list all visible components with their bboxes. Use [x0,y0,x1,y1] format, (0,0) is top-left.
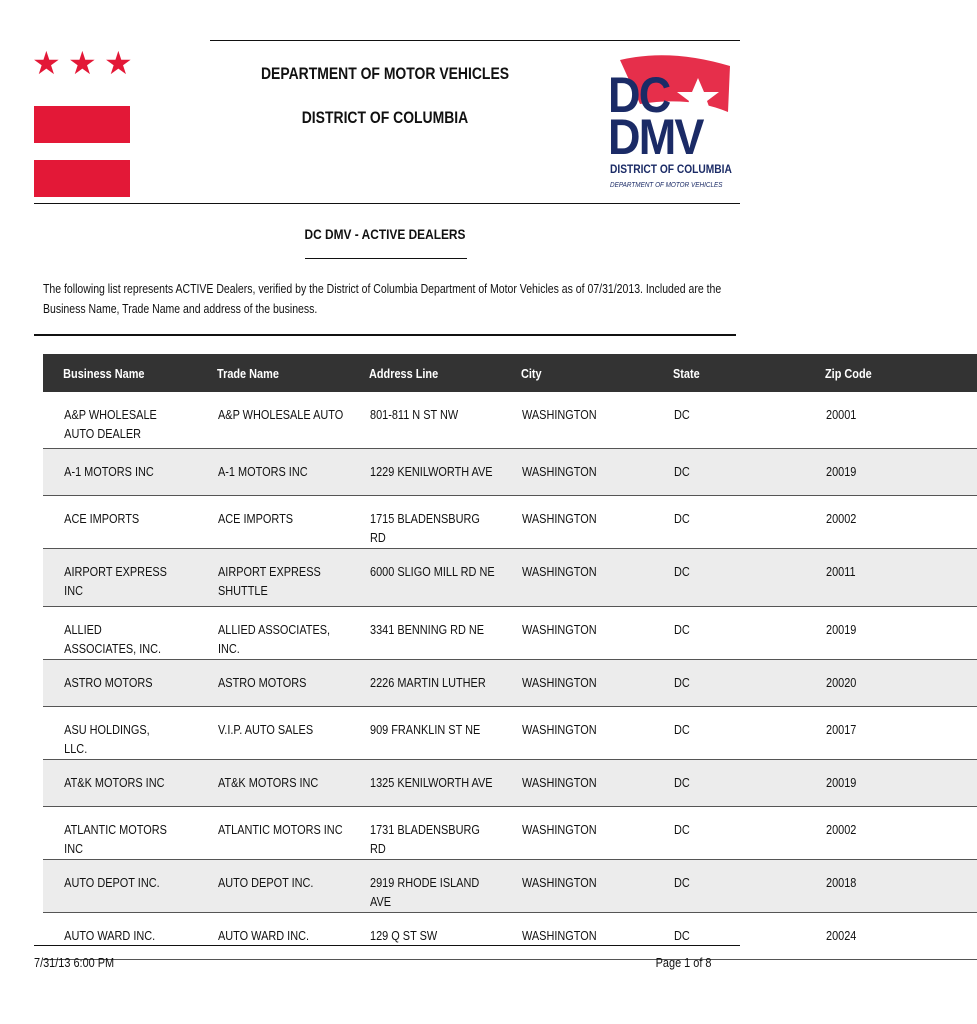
table-top-rule [34,334,736,336]
table-cell [521,448,673,495]
table-cell [825,659,977,706]
table-cell-text: DC [674,674,690,690]
table-cell [43,706,217,759]
table-cell [43,448,217,495]
table-cell-text: 20019 [826,774,857,790]
section-title: DC DMV - ACTIVE DEALERS [304,226,466,242]
table-cell-text: 20001 [826,407,857,422]
table-cell [673,606,825,659]
table-cell-text: A-1 MOTORS INC [218,463,308,479]
page-title: DEPARTMENT OF MOTOR VEHICLES [260,64,510,83]
table-cell [825,495,977,548]
table-row [43,659,977,706]
table-cell-text: AIRPORT EXPRESS INC [64,563,167,598]
table-cell [673,659,825,706]
column-header [521,354,673,392]
table-cell [825,912,977,959]
column-header-label: Address Line [369,365,439,381]
table-cell-text: WASHINGTON [522,621,597,637]
table-cell [673,392,825,448]
table-cell [369,606,521,659]
table-cell [369,448,521,495]
table-cell [673,548,825,606]
table-row [43,912,977,959]
table-cell-text: WASHINGTON [522,463,597,479]
table-cell [673,912,825,959]
table-cell-text: V.I.P. AUTO SALES [218,721,314,737]
table-header-row [43,354,977,392]
table-cell [521,659,673,706]
table-cell [673,806,825,859]
table-cell-text: DC [674,927,690,943]
footer-timestamp: 7/31/13 6:00 PM [34,955,115,970]
table-cell-text: A-1 MOTORS INC [64,463,154,479]
table-cell [825,806,977,859]
table-cell [217,912,369,959]
intro-text: The following list represents ACTIVE Dealers, verified by the District of Columbia Department of Motor Vehicles as of 07/31/2013. Included are the Business Name, Trade Name and address of the business. [43,282,722,316]
table-cell [673,448,825,495]
table-cell-text: AUTO WARD INC. [218,927,310,943]
table-cell [673,859,825,912]
table-cell-text: WASHINGTON [522,874,597,890]
column-header-label: City [521,365,542,381]
table-cell-text: 6000 SLIGO MILL RD NE [370,563,495,579]
table-cell-text: AUTO DEPOT INC. [218,874,314,890]
table-cell [521,392,673,448]
table-cell-text: 129 Q ST SW [370,927,438,943]
logo-dc: DC [608,67,670,123]
table-cell-text: WASHINGTON [522,927,597,943]
table-cell-text: AUTO WARD INC. [64,927,156,943]
table-cell-text: WASHINGTON [522,821,597,837]
footer-rule [34,945,740,946]
table-row [43,548,977,606]
table-cell [673,706,825,759]
column-header [825,354,977,392]
table-cell [43,759,217,806]
top-rule [210,40,740,41]
table-cell [825,859,977,912]
table-cell-text: AT&K MOTORS INC [64,774,165,790]
table-cell-text: DC [674,621,690,637]
table-cell [369,495,521,548]
table-cell-text: DC [674,510,690,526]
table-cell-text: WASHINGTON [522,510,597,526]
table-cell-text: AIRPORT EXPRESS SHUTTLE [218,563,321,598]
table-cell-text: WASHINGTON [522,407,597,422]
table-row [43,606,977,659]
table-cell [673,495,825,548]
dealers-table [43,354,977,960]
table-cell-text: DC [674,874,690,890]
table-cell [521,495,673,548]
table-cell-text: ALLIED ASSOCIATES, INC. [218,621,331,656]
table-cell [825,448,977,495]
column-header-label: State [673,365,700,381]
table-row [43,392,977,448]
table-cell [521,912,673,959]
table-cell [217,859,369,912]
table-cell-text: 20019 [826,621,857,637]
table-cell-text: 20002 [826,510,857,526]
table-cell [369,806,521,859]
section-underline [305,258,467,259]
flag-bar [34,160,130,197]
table-cell-text: ALLIED ASSOCIATES, INC. [64,621,162,656]
table-cell-text: WASHINGTON [522,674,597,690]
table-cell-text: A&P WHOLESALE AUTO [218,407,344,422]
table-cell [369,859,521,912]
table-cell-text: 20018 [826,874,857,890]
table-cell-text: 20017 [826,721,857,737]
table-cell [369,912,521,959]
table-cell [825,606,977,659]
table-cell-text: 1229 KENILWORTH AVE [370,463,493,479]
table-cell-text: 1325 KENILWORTH AVE [370,774,493,790]
column-header [369,354,521,392]
table-cell [673,759,825,806]
flag-star-icon: ★ [32,45,61,81]
table-cell [217,448,369,495]
table-cell [43,912,217,959]
table-cell-text: ATLANTIC MOTORS INC [218,821,343,837]
table-cell-text: DC [674,774,690,790]
table-cell-text: 20020 [826,674,857,690]
table-cell [369,392,521,448]
column-header-label: Business Name [63,365,145,381]
table-row [43,495,977,548]
table-cell [825,706,977,759]
table-cell [369,548,521,606]
table-cell [217,659,369,706]
table-cell-text: 20024 [826,927,857,943]
table-cell [43,859,217,912]
table-cell-text: 3341 BENNING RD NE [370,621,485,637]
table-cell-text: 20019 [826,463,857,479]
table-cell-text: DC [674,821,690,837]
table-cell [825,392,977,448]
table-cell-text: DC [674,563,690,579]
flag-star-icon: ★ [68,45,97,81]
header-bottom-rule [34,203,740,204]
column-header-label: Trade Name [217,365,279,381]
table-cell [43,659,217,706]
logo-dmv: DMV [608,109,703,165]
logo-department: DEPARTMENT OF MOTOR VEHICLES [610,180,723,189]
table-cell-text: A&P WHOLESALE AUTO DEALER [64,407,157,441]
column-header [43,354,217,392]
table-cell-text: ASTRO MOTORS [218,674,307,690]
dc-dmv-logo [600,52,740,198]
table-cell-text: DC [674,721,690,737]
column-header [217,354,369,392]
table-cell [217,495,369,548]
table-cell-text: WASHINGTON [522,721,597,737]
flag-star-icon: ★ [104,45,133,81]
logo-district: DISTRICT OF COLUMBIA [610,162,732,176]
table-cell-text: 1731 BLADENSBURG RD [370,821,480,856]
table-cell [217,806,369,859]
table-cell [43,806,217,859]
table-cell [521,706,673,759]
table-cell [521,548,673,606]
table-cell-text: AT&K MOTORS INC [218,774,319,790]
table-row [43,706,977,759]
table-cell-text: WASHINGTON [522,774,597,790]
table-cell [217,392,369,448]
table-cell-text: AUTO DEPOT INC. [64,874,160,890]
table-row [43,859,977,912]
table-cell-text: ACE IMPORTS [64,510,140,526]
table-cell [43,495,217,548]
table-cell [43,392,217,448]
table-cell-text: 2226 MARTIN LUTHER [370,674,486,690]
page-subtitle: DISTRICT OF COLUMBIA [301,108,469,127]
table-cell-text: 20011 [826,563,856,579]
column-header [673,354,825,392]
table-cell [369,759,521,806]
table-cell [825,759,977,806]
table-cell-text: 20002 [826,821,857,837]
table-cell [369,706,521,759]
table-cell-text: 909 FRANKLIN ST NE [370,721,481,737]
table-cell-text: ACE IMPORTS [218,510,294,526]
table-cell [217,706,369,759]
table-row [43,806,977,859]
table-cell-text: ASU HOLDINGS, LLC. [64,721,150,756]
column-header-label: Zip Code [825,365,872,381]
table-row [43,759,977,806]
table-cell [217,759,369,806]
table-cell [43,606,217,659]
table-row [43,448,977,495]
table-cell [43,548,217,606]
table-cell-text: 1715 BLADENSBURG RD [370,510,480,545]
table-cell [217,606,369,659]
table-cell [825,548,977,606]
table-cell [217,548,369,606]
table-cell [521,759,673,806]
table-cell-text: 2919 RHODE ISLAND AVE [370,874,480,909]
table-cell-text: WASHINGTON [522,563,597,579]
table-cell-text: ASTRO MOTORS [64,674,153,690]
table-cell-text: 801-811 N ST NW [370,407,459,422]
table-cell [521,606,673,659]
table-cell [521,806,673,859]
table-cell-text: DC [674,407,690,422]
footer-page-number: Page 1 of 8 [655,955,711,970]
table-cell [521,859,673,912]
table-cell-text: ATLANTIC MOTORS INC [64,821,167,856]
table-cell-text: DC [674,463,690,479]
table-cell [369,659,521,706]
